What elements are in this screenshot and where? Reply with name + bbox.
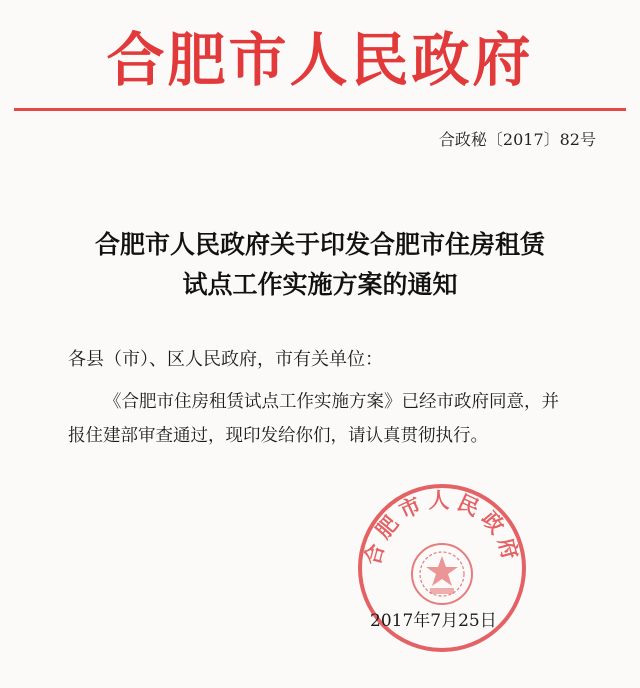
national-emblem-icon [412,544,472,604]
document-number: 合政秘〔2017〕82号 [438,130,596,149]
seal-text: 合肥市人民政府 [359,487,525,568]
body-paragraph [68,385,608,453]
official-seal [352,478,532,658]
notice-title-line-1: 合肥市人民政府关于印发合肥市住房租赁 [94,230,545,259]
signing-date: 2017年7月25日 [370,611,497,631]
notice-title [0,225,640,305]
body-line-2: 报住建部审查通过，现印发给你们，请认真贯彻执行。 [68,426,488,446]
addressee: 各县（市）、区人民政府，市有关单位： [68,349,383,370]
notice-title-line-2: 试点工作实施方案的通知 [182,270,458,299]
svg-text:合肥市人民政府 [359,487,524,567]
issuing-authority-header: 合肥市人民政府 [106,26,534,94]
body-line-1: 《合肥市住房租赁试点工作实施方案》已经市政府同意，并 [104,392,559,412]
header-red-rule [14,108,626,111]
